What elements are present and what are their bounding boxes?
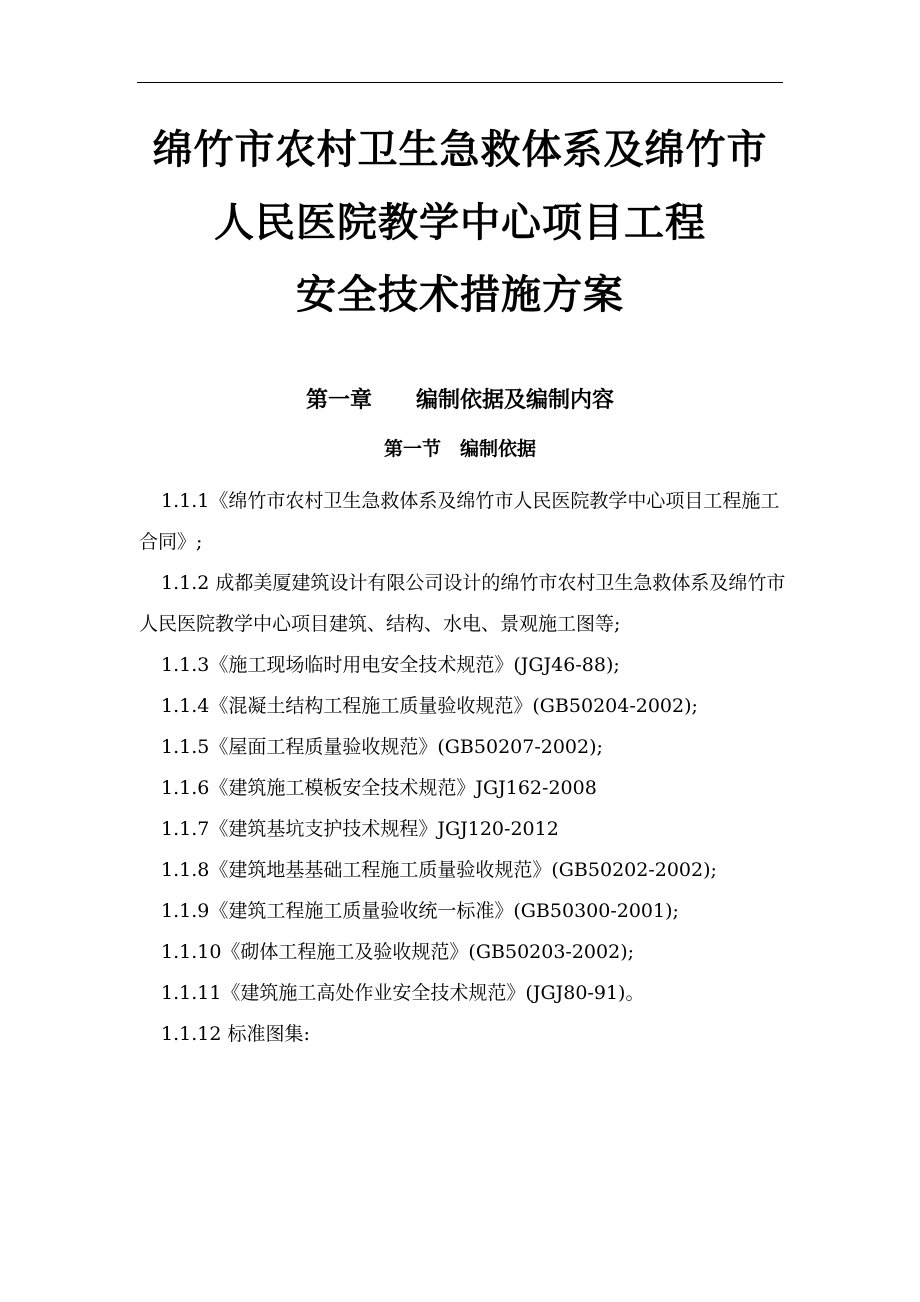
section-heading: 第一节 编制依据 <box>383 438 536 460</box>
paragraph: 1.1.4《混凝土结构工程施工质量验收规范》(GB50204-2002); <box>161 695 698 717</box>
document-title-line-1: 绵竹市农村卫生急救体系及绵竹市 <box>152 127 768 173</box>
document-title-line-2: 人民医院教学中心项目工程 <box>214 200 706 246</box>
paragraph: 1.1.3《施工现场临时用电安全技术规范》(JGJ46-88); <box>161 654 620 676</box>
paragraph: 1.1.7《建筑基坑支护技术规程》JGJ120-2012 <box>161 818 559 840</box>
paragraph: 1.1.6《建筑施工模板安全技术规范》JGJ162-2008 <box>161 777 597 799</box>
paragraph: 1.1.1《绵竹市农村卫生急救体系及绵竹市人民医院教学中心项目工程施工合同》; <box>139 490 780 553</box>
paragraph: 1.1.2 成都美厦建筑设计有限公司设计的绵竹市农村卫生急救体系及绵竹市人民医院教学中心项目建筑、结构、水电、景观施工图等; <box>139 572 786 635</box>
chapter-heading: 第一章 编制依据及编制内容 <box>305 388 614 413</box>
paragraph: 1.1.5《屋面工程质量验收规范》(GB50207-2002); <box>161 736 603 758</box>
paragraph: 1.1.8《建筑地基基础工程施工质量验收规范》(GB50202-2002); <box>161 859 717 881</box>
document-title-line-3: 安全技术措施方案 <box>296 272 624 318</box>
paragraph: 1.1.9《建筑工程施工质量验收统一标准》(GB50300-2001); <box>161 900 679 922</box>
header-rule <box>137 82 783 83</box>
paragraph: 1.1.10《砌体工程施工及验收规范》(GB50203-2002); <box>161 941 635 963</box>
paragraph: 1.1.11《建筑施工高处作业安全技术规范》(JGJ80-91)。 <box>161 982 645 1004</box>
document-body <box>139 481 787 1055</box>
paragraph: 1.1.12 标准图集: <box>161 1023 310 1045</box>
